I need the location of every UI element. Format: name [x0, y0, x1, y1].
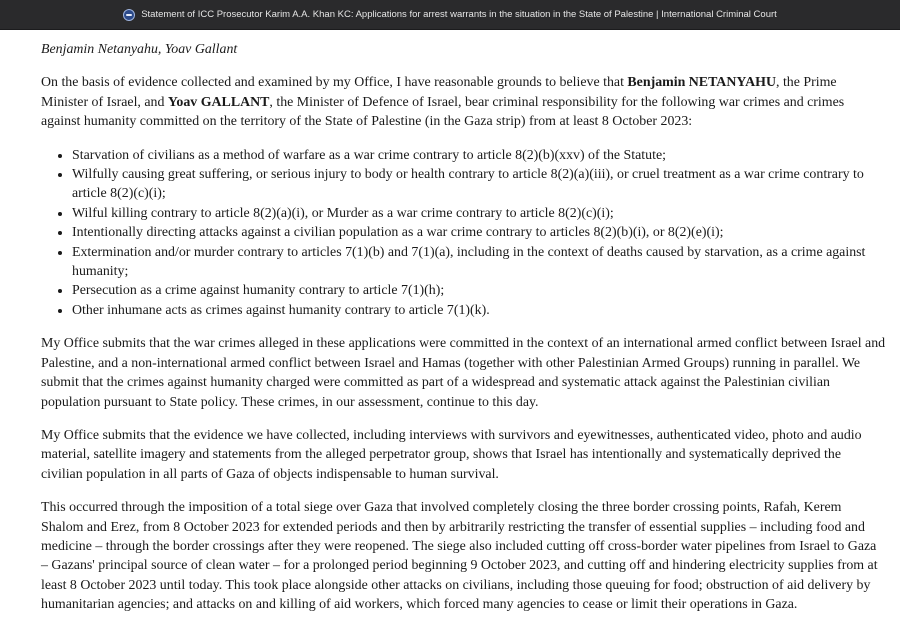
intro-text-1: On the basis of evidence collected and examined by my Office, I have reasonable grounds to believe that — [41, 75, 628, 91]
body-paragraph: This occurred through the imposition of a total siege over Gaza that involved completely closing the three border crossing points, Rafah, Kerem Shalom and Erez, from 8 October 2023 for extended periods and then by arbitrarily restricting the transfer of essential supplies – including food and medicine – through the border crossings after they were reopened. The siege also included cutting off cross-border water pipelines from Israel to Gaza – Gazans' principal source of clean water – for a prolonged period beginning 9 October 2023, and cutting off and hindering electricity supplies from at least 8 October 2023 until today. This took place alongside other attacks on civilians, including those queuing for food; obstruction of aid delivery by humanitarian agencies; and attacks on and killing of aid workers, which forced many agencies to cease or limit their operations in Gaza. — [41, 500, 878, 613]
name-netanyahu: Benjamin NETANYAHU — [627, 75, 776, 91]
window-titlebar[interactable] — [0, 0, 900, 30]
intro-paragraph — [41, 73, 886, 131]
charge-item: • Wilful killing contrary to article 8(2)(a)(i), or Murder as a war crime contrary to article 8(2)(c)(i); — [72, 204, 886, 223]
charge-item: • Starvation of civilians as a method of warfare as a war crime contrary to article 8(2)(b)(xxv) of the Statute; — [72, 146, 886, 165]
window-title: Statement of ICC Prosecutor Karim A.A. Khan KC: Applications for arrest warrants in the situation in the State of Palestine | International Criminal Court — [141, 9, 777, 20]
charge-item: • Extermination and/or murder contrary to articles 7(1)(b) and 7(1)(a), including in the context of deaths caused by starvation, as a crime against humanity; — [72, 243, 886, 282]
intro-text-3: , the Minister of Defence of Israel, bear criminal responsibility for the following war crimes and crimes against humanity committed on the territory of the State of Palestine (in the Gaza strip) from at least 8 October 2023: — [41, 94, 845, 130]
intro-text-2: , the Prime Minister of Israel, and — [41, 75, 837, 110]
charges-list — [41, 146, 886, 321]
article-body — [41, 40, 886, 629]
charge-item: • Wilfully causing great suffering, or serious injury to body or health contrary to article 8(2)(a)(iii), or cruel treatment as a war crime contrary to article 8(2)(c)(i); — [72, 165, 886, 204]
name-gallant: Yoav GALLANT — [167, 94, 270, 110]
body-paragraph: My Office submits that the war crimes alleged in these applications were committed in the context of an international armed conflict between Israel and Palestine, and a non-international armed conflict between Israel and Hamas (together with other Palestinian Armed Groups) running in parallel. We submit that the crimes against humanity charged were committed as part of a widespread and systematic attack against the Palestinian civilian population pursuant to State policy. These crimes, in our assessment, continue to this day. — [41, 336, 886, 410]
icc-logo-icon — [123, 9, 135, 21]
charge-item: • Other inhumane acts as crimes against humanity contrary to article 7(1)(k). — [72, 301, 886, 320]
charge-item: • Intentionally directing attacks against a civilian population as a war crime contrary to articles 8(2)(b)(i), or 8(2)(e)(i); — [72, 223, 886, 242]
body-paragraph: My Office submits that the evidence we have collected, including interviews with survivors and eyewitnesses, authenticated video, photo and audio material, satellite imagery and statements from the alleged perpetrator group, shows that Israel has intentionally and systematically deprived the civilian population in all parts of Gaza of objects indispensable to human survival. — [41, 427, 862, 482]
charge-item: • Persecution as a crime against humanity contrary to article 7(1)(h); — [72, 281, 886, 300]
section-subtitle: Benjamin Netanyahu, Yoav Gallant — [41, 42, 238, 57]
